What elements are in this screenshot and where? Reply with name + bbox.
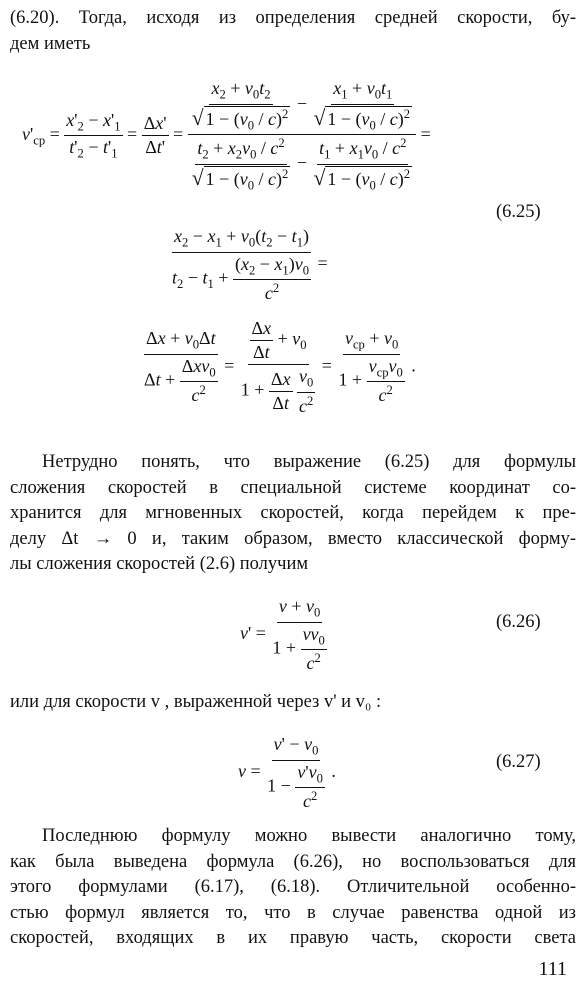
equation-number-6-27: (6.27) bbox=[496, 752, 541, 772]
text-line: или для скорости v , выраженной через v' и v₀ : bbox=[10, 692, 382, 712]
text-line: Последнюю формулу можно вывести аналогично тому, bbox=[42, 826, 576, 846]
text-line: этого формулами (6.17), (6.18). Отличительной особенно- bbox=[10, 877, 576, 897]
text-line: стью формул является то, что в случае равенства одной из bbox=[10, 902, 576, 923]
text-line: сложения скоростей в специальной системе координат со- bbox=[10, 477, 576, 498]
text-line: как была выведена формула (6.26), но воспользоваться для bbox=[10, 851, 576, 872]
paragraph-conclusion bbox=[10, 824, 576, 952]
equation-6-26: v' = $v + v_0$ 1 + $\frac{vv_0}{c^2}$ bbox=[240, 596, 325, 674]
text-line: дем иметь bbox=[10, 33, 91, 54]
paragraph-velocity-intro bbox=[10, 690, 576, 716]
text-line: (6.20). Тогда, исходя из определения средней скорости, бу- bbox=[10, 8, 576, 28]
text-line: лы сложения скоростей (2.6) получим bbox=[10, 554, 309, 574]
paragraph-explanation bbox=[10, 450, 576, 578]
equation-6-25-line1: $v'_{ср}$ = $\frac{x'_2 - x'_1}{t'_2 - t'_1}$ = $\frac{\Delta x'}{\Delta t'}$ = $\frac{x_2 + v_0t_2}{√ 1 - (v_0 / c)^2}$ − $\frac{x_1 + v_0t_1}{√ 1 - (v_0 / c)^2}$ $\frac{t_2 + x_2v_0 / c^2}{√ 1 - (v_0 / c)^2}$ − $\frac{t_1 + x_1v_0 / c^2}{√ 1 - (v_0 / c)^2}$ = bbox=[22, 78, 431, 193]
text-line: делу Δt → 0 и, таким образом, вместо классической форму- bbox=[10, 528, 576, 549]
equation-6-27: v = $v' - v_0$ 1 − $\frac{v'v_0}{c^2}$ . bbox=[238, 734, 336, 812]
text-line: хранится для мгновенных скоростей, когда перейдем к пре- bbox=[10, 503, 576, 523]
text-line: Нетрудно понять, что выражение (6.25) для формулы bbox=[42, 452, 576, 472]
equation-6-25-line3: $\Delta x + v_0\Delta t$ Δt + $\frac{\Delta xv_0}{c^2}$ = $\frac{\Delta x}{\Delta t}$ + $v_0$ 1 + $\frac{\Delta x}{\Delta t}$ $\frac{v_0}{c^2}$ = $v_{ср} + v_0$ 1 + $\frac{v_{ср}v_0}{c^2}$ . bbox=[144, 318, 416, 416]
paragraph-intro bbox=[10, 6, 576, 57]
text-line: скоростей, входящих в их правую часть, скорости света bbox=[10, 928, 576, 948]
equation-6-25-line2: $x_2 - x_1 + v_0(t_2 - t_1)$ $t_2 - t_1$ + $\frac{(x_2 - x_1)v_0}{c^2}$ = bbox=[172, 226, 328, 304]
equation-number-6-26: (6.26) bbox=[496, 612, 541, 632]
equation-number-6-25: (6.25) bbox=[496, 202, 541, 222]
page-number: 111 bbox=[538, 958, 567, 980]
